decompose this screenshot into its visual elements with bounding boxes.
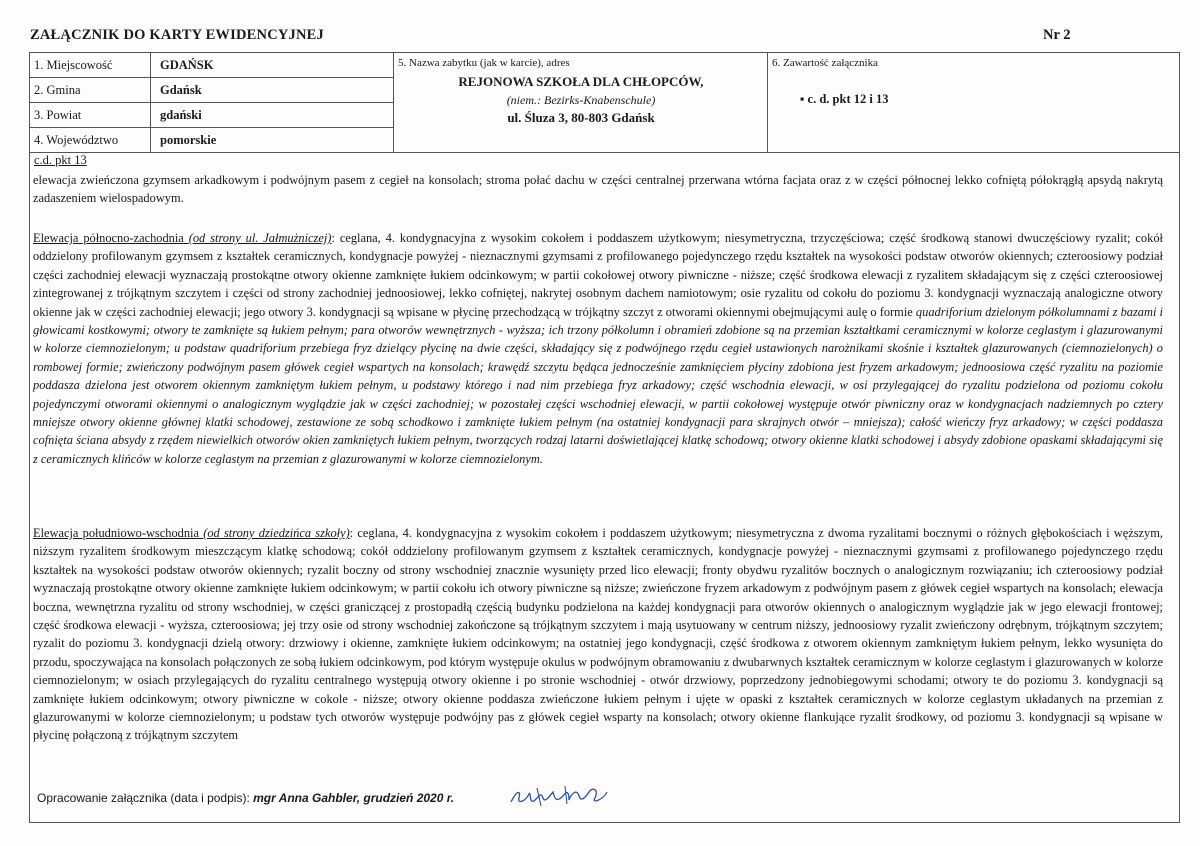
nw-text: : ceglana, 4. kondygnacyjna z wysokim cokołem i poddaszem użytkowym; niesymetryczna, trzyczęściowa; część środkową stanowi dwuczęściowy ryzalit; cokół oddzielony profilowanym gzymsem z kształtek ceramicznych, kondygnacje powyżej - nieznacznymi gzymsami z profilowanego pojedynczego rzędu kształtek na wysokości podstaw otworów okiennych; czteroosiowy podział części zachodniej elewacji wyznaczają prostokątne otwory okienne zamknięte łukiem odcinkowym; w partii cokołowej otwory piwniczne - niższe; część środkowa elewacji z ryzalitem składającym się z części czteroosiowej zintegrowanej z trójkątnym szczytem i części od strony zachodniej jednoosiowej, lekko cofniętej, nakrytej osobnym dachem namiotowym; osie ryzalitu od cokołu do poziomu 3. kondygnacji wyznaczają analogiczne otwory okienne jak w części zachodniej elewacji; jego otwory 3. kondygnacji są wpisane w płycinę przechodzącą w trójkątny szczyt z otworami okiennymi obejmującymi aulę o formie: [33, 231, 1163, 319]
field-label-wojewodztwo: 4. Województwo: [34, 133, 119, 147]
intro-paragraph: elewacja zwieńczona gzymsem arkadkowym i podwójnym pasem z cegieł na konsolach; stroma połać dachu w części centralnej przerwana wtórna facjata oraz z w części północnej lekko cofniętą półokrągłą apsydą nakrytą zadaszeniem wielospadowym.: [33, 173, 1163, 206]
nw-elevation-paragraph: [33, 229, 1163, 468]
field-value-miejscowosc: GDAŃSK: [160, 58, 214, 72]
field-label-powiat: 3. Powiat: [34, 108, 82, 122]
divider: [29, 127, 393, 128]
field-value-wojewodztwo: pomorskie: [160, 133, 217, 147]
monument-german-name: (niem.: Bezirks-Knabenschule): [506, 93, 656, 107]
attachment-number: Nr 2: [1043, 27, 1071, 43]
se-elevation-paragraph: [33, 524, 1163, 745]
field-value-powiat: gdański: [160, 108, 202, 122]
nw-heading-location: (od strony ul. Jałmużniczej): [188, 231, 332, 245]
se-heading: [33, 526, 350, 540]
footer-prepared-by: [37, 791, 454, 805]
monument-address: ul. Śluza 3, 80-803 Gdańsk: [507, 110, 655, 125]
handwritten-signature: [507, 780, 617, 810]
contents-label: 6. Zawartość załącznika: [772, 57, 878, 69]
footer-label: Opracowanie załącznika (data i podpis):: [37, 791, 254, 805]
footer-author: mgr Anna Gahbler, grudzień 2020 r.: [253, 791, 455, 805]
divider: [29, 77, 393, 78]
field-label-miejscowosc: 1. Miejscowość: [34, 58, 113, 72]
divider: [29, 152, 1180, 153]
monument-label: 5. Nazwa zabytku (jak w karcie), adres: [398, 57, 570, 69]
se-heading-text: Elewacja południowo-wschodnia: [33, 526, 199, 540]
nw-text-italic: quadriforium dzielonym półkolumnami z bazami i głowicami kostkowymi; otwory te zamknięte są łukiem pełnym; para otworów wewnętrznych - wyższa; ich trzony półkolumn i obramień zdobione są na przemian kształtkami ceramicznymi w kolorze ceglastym i glazurowanymi w kolorze ciemnozielonym; u podstaw quadriforium przebiega fryz dzielący płycinę na dwie części, składający się z podwójnego rzędu cegieł ustawionych narożnikami skośnie i kształtek glazurowanych (ciemnozielonych) o rombowej formie; zwieńczony podwójnym pasem główek cegieł wspartych na konsolach; krawędź szczytu będąca jednocześnie zamknięciem płyciny zdobiona jest fryzem arkadowym; jednoosiowa część ryzalitu na poziomie poddasza dzielona jest otworem okiennym zamkniętym łukiem pełnym, u podstawy którego i nad nim przebiega fryz arkadowy; część wschodnia elewacji, w osi przylegającej do ryzalitu podzielona od poziomu cokołu pojedynczymi otworami okiennymi o analogicznym wyglądzie jak w części zachodniej; w pozostałej części wschodniej elewacji, w partii cokołowej występuje otwór piwniczny oraz w kondygnacjach nadziemnych po cztery mniejsze otwory okienne głównej klatki schodowej, zestawione ze sobą schodkowo i zamknięte łukiem pełnym (na ostatniej kondygnacji para skrajnych otwór – mniejsza); całość wieńczy fryz arkadowy; w części poddasza cofnięta ściana absydy z rzędem niewielkich otworów okien zamkniętych łukiem pełnym, tworzących rodzaj latarni doświetlającej klatkę schodową; otwory okienne klatki schodowej i absydy zdobione opaskami składającymi się z ceramicznych klińców w kolorze ceglastym na przemian z glazurowanymi w kolorze ciemnozielonym.: [33, 304, 1163, 466]
divider: [29, 102, 393, 103]
se-text: : ceglana, 4. kondygnacyjna z wysokim cokołem i poddaszem użytkowym; niesymetryczna z dwoma ryzalitami bocznymi o różnych głębokościach i węższym, niższym ryzalitem środkowym mieszczącym klatkę schodową; cokół oddzielony profilowanym gzymsem z kształtek ceramicznych, kondygnacje powyżej - nieznacznymi gzymsami z profilowanego pojedynczego rzędu kształtek na wysokości podstaw otworów okiennych; ryzalit boczny od strony wschodniej znacznie wysunięty przed lico elewacji; fronty obydwu ryzalitów bocznych o analogicznym rozwiązaniu; ich czteroosiowy podział wyznaczają prostokątne otwory okienne zamknięte łukiem odcinkowym; w partii cokołu ich otwory piwniczne są niższe; zwieńczone fryzem arkadowym z podwójnym pasem z główek cegieł wspartych na konsolach; elewacja boczna, wewnętrzna ryzalitu od strony wschodniej, w części graniczącej z prostopadłą częścią budynku podzielona na każdej kondygnacji para otworów okiennych o analogicznym wyglądzie jak w jego elewacji frontowej; część środkowa elewacji - wyższa, czteroosiowa; jej trzy osie od strony wschodniej zakończone są trójkątnym szczytem i mają usytuowany w centrum niższy, jednoosiowy ryzalit zwieńczony odrębnym, trójkątnym szczytem; ryzalit do poziomu 3. kondygnacji dzielą otwory: drzwiowy i okienne, zamknięte łukiem odcinkowym; na ostatniej jego kondygnacji, część środkowa z otworem okiennym zamkniętym łukiem pełnym, lekko wysunięta do przodu, spoczywająca na konsolach połączonych ze sobą łukiem odcinkowym, pod którym występuje okulus w podwójnym obramowaniu z dwubarwnych kształtek ceramicznym w kolorze ceglastym i glazurowanych w kolorze ciemnozielonym; w osiach przylegających do ryzalitu centralnego występują otwory okienne i po stronie wschodniej - otwór drzwiowy, poprzedzony jednobiegowymi schodami; otwory te do poziomu 3. kondygnacji są zamknięte łukiem odcinkowym; otwory piwniczne w cokole - niższe; otwory okienne poddasza zwieńczone łukiem pełnym i ujęte w opaski z kształtek ceramicznych w kolorze ceglastym układanych na przemian z glazurowanymi w kolorze ciemnozielonym; u podstaw tych otworów występuje podwójny pas z główek cegieł wsparty na konsolach; otwory okienne flankujące ryzalit środkowy, od poziomu 3. kondygnacji są wpisane w płycinę połączoną z trójkątnym szczytem: [33, 526, 1163, 743]
document-title: ZAŁĄCZNIK DO KARTY EWIDENCYJNEJ: [30, 27, 324, 43]
contents-value: ▪ c. d. pkt 12 i 13: [800, 92, 889, 106]
nw-heading: [33, 231, 331, 245]
divider: [767, 52, 768, 152]
se-heading-location: (od strony dziedzińca szkoły): [203, 526, 350, 540]
divider: [393, 52, 394, 152]
nw-heading-text: Elewacja północno-zachodnia: [33, 231, 184, 245]
field-value-gmina: Gdańsk: [160, 83, 202, 97]
monument-name: REJONOWA SZKOŁA DLA CHŁOPCÓW,: [458, 74, 704, 89]
section-label: c.d. pkt 13: [34, 153, 87, 167]
field-label-gmina: 2. Gmina: [34, 83, 81, 97]
